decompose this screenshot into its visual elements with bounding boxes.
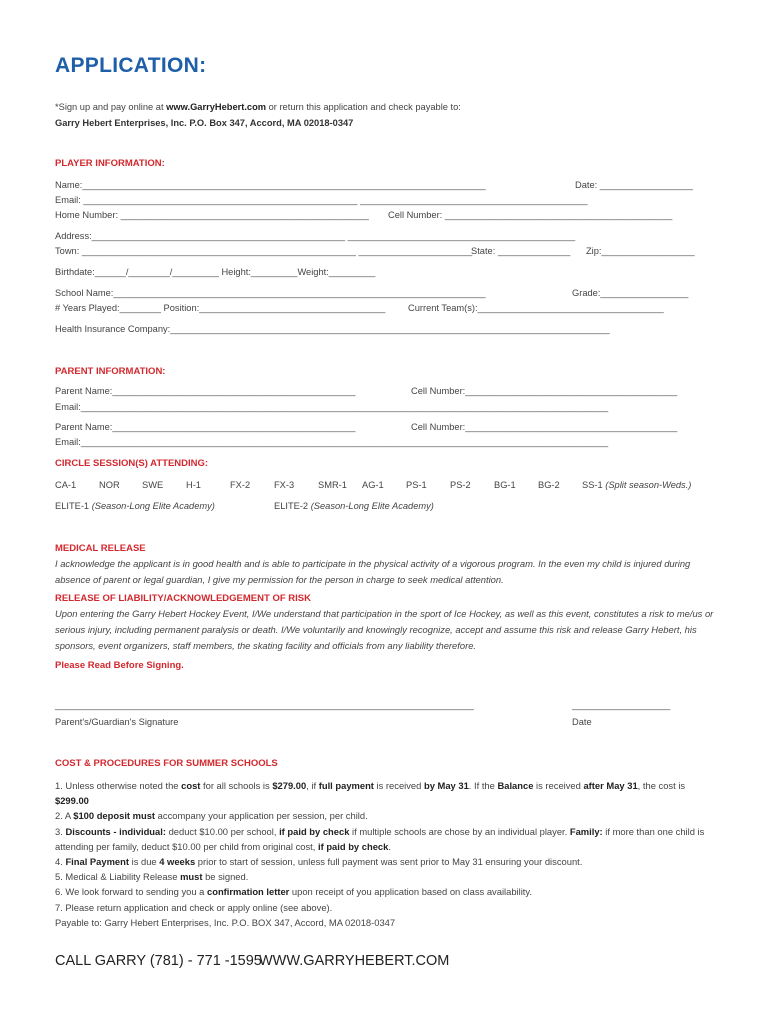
session-option[interactable]: FX-2	[230, 480, 251, 490]
intro-text-pre: *Sign up and pay online at	[55, 102, 167, 112]
address-field[interactable]: Address:_________________________________________________ ____________________________________________	[55, 231, 576, 241]
cost-item-2: 2. A $100 deposit must accompany your application per session, per child.	[55, 810, 368, 822]
medical-release-text: I acknowledge the applicant is in good health and is able to participate in the physical activity of a vigorous program. In the even my child is injured during absence of parent or legal guardian, I give my permission for the person in charge to seek medical attention.	[55, 558, 691, 585]
cost-item-6: 6. We look forward to sending you a confirmation letter upon receipt of you application based on class availability.	[55, 886, 532, 898]
current-teams-field[interactable]: Current Team(s):____________________________________	[408, 303, 664, 313]
session-elite1-note: (Season-Long Elite Academy)	[89, 501, 215, 511]
session-option[interactable]: PS-2	[450, 480, 471, 490]
signature-date-label: Date	[572, 717, 592, 727]
parent-email-field-2[interactable]: Email:______________________________________________________________________________________________________	[55, 437, 609, 447]
medical-release-heading: MEDICAL RELEASE	[55, 543, 146, 554]
cost-item-5: 5. Medical & Liability Release must be signed.	[55, 871, 249, 883]
payable-to: Payable to: Garry Hebert Enterprises, Inc. P.O. BOX 347, Accord, MA 02018-0347	[55, 916, 396, 928]
session-elite2-note: (Season-Long Elite Academy)	[308, 501, 434, 511]
liability-text: Upon entering the Garry Hebert Hockey Event, I/We understand that participation in the sport of Ice Hockey, as well as this event, constitutes a risk to me/us or serious injury, including permanent paralysis or death. I/We voluntarily and knowingly recognize, accept and assume this risk and release Garry Hebert, his sponsors, event organizers, staff members, the skating facility and officials from any liability therefore.	[55, 608, 714, 651]
session-option[interactable]: AG-1	[362, 480, 384, 490]
player-email-field[interactable]: Email: _____________________________________________________ ____________________________________________	[55, 195, 588, 205]
cost-item-7: 7. Please return application and check or apply online (see above).	[55, 901, 333, 913]
signature-label: Parent's/Guardian's Signature	[55, 717, 179, 727]
town-field[interactable]: Town: _____________________________________________________ ______________________	[55, 246, 473, 256]
session-ss1-label: SS-1	[582, 480, 603, 490]
signature-line[interactable]: _________________________________________________________________________________	[55, 700, 474, 710]
session-option-elite1[interactable]	[55, 501, 215, 511]
cost-item-4: 4. Final Payment is due 4 weeks prior to start of session, unless full payment was sent prior to May 31 ensuring your discount.	[55, 856, 583, 868]
session-option[interactable]: BG-2	[538, 480, 560, 490]
intro-text-post: or return this application and check payable to:	[266, 102, 461, 112]
cell-number-field[interactable]: Cell Number: ____________________________________________	[388, 210, 673, 220]
signature-date-line[interactable]: ___________________	[572, 700, 671, 710]
session-option-ss1[interactable]	[582, 480, 691, 490]
please-read-notice: Please Read Before Signing.	[55, 660, 184, 671]
intro-website-link[interactable]: www.GarryHebert.com	[166, 102, 267, 112]
session-option[interactable]: CA-1	[55, 480, 77, 490]
intro-line-2: Garry Hebert Enterprises, Inc. P.O. Box 347, Accord, MA 02018-0347	[55, 118, 354, 128]
zip-field[interactable]: Zip:__________________	[586, 246, 695, 256]
footer-call: CALL GARRY (781) - 771 -1595	[55, 953, 262, 969]
birthdate-height-weight-field[interactable]: Birthdate:______/________/_________ Height:_________Weight:_________	[55, 267, 376, 277]
intro-line-1	[55, 102, 461, 113]
session-option[interactable]: SMR-1	[318, 480, 347, 490]
cost-list	[55, 778, 720, 930]
session-ss1-note: (Split season-Weds.)	[602, 480, 692, 490]
home-number-field[interactable]: Home Number: ________________________________________________	[55, 210, 369, 220]
session-option-elite2[interactable]	[274, 501, 434, 511]
parent-name-field-1[interactable]: Parent Name:_______________________________________________	[55, 386, 356, 396]
parent-cell-field-1[interactable]: Cell Number:_________________________________________	[411, 386, 678, 396]
parent-email-field-1[interactable]: Email:______________________________________________________________________________________________________	[55, 402, 609, 412]
player-date-field[interactable]: Date: __________________	[575, 180, 693, 190]
cost-item-1: 1. Unless otherwise noted the cost for all schools is $279.00, if full payment is received by May 31. If the Balance is received after May 31, the cost is $299.00	[55, 780, 686, 807]
state-field[interactable]: State: ______________	[471, 246, 571, 256]
sessions-heading: CIRCLE SESSION(S) ATTENDING:	[55, 458, 209, 469]
cost-item-3: 3. Discounts - individual: deduct $10.00 per school, if paid by check if multiple schools are chose by an individual player. Family: if more than one child is attending per family, deduct $10.00 per child from original cost, if paid by check.	[55, 825, 705, 852]
session-elite1-label: ELITE-1	[55, 501, 90, 511]
parent-cell-field-2[interactable]: Cell Number:_________________________________________	[411, 422, 678, 432]
liability-heading: RELEASE OF LIABILITY/ACKNOWLEDGEMENT OF RISK	[55, 593, 311, 604]
health-insurance-field[interactable]: Health Insurance Company:_____________________________________________________________________________________	[55, 324, 610, 334]
parent-info-heading: PARENT INFORMATION:	[55, 366, 166, 377]
cost-heading: COST & PROCEDURES FOR SUMMER SCHOOLS	[55, 758, 278, 769]
player-name-field[interactable]: Name:______________________________________________________________________________	[55, 180, 486, 190]
page-title: APPLICATION:	[55, 54, 207, 77]
session-option[interactable]: SWE	[142, 480, 164, 490]
footer-website-link[interactable]: WWW.GARRYHEBERT.COM	[259, 953, 450, 969]
session-option[interactable]: H-1	[186, 480, 201, 490]
session-option[interactable]: FX-3	[274, 480, 295, 490]
session-elite2-label: ELITE-2	[274, 501, 309, 511]
session-option[interactable]: BG-1	[494, 480, 516, 490]
years-position-field[interactable]: # Years Played:________ Position:____________________________________	[55, 303, 386, 313]
parent-name-field-2[interactable]: Parent Name:_______________________________________________	[55, 422, 356, 432]
player-info-heading: PLAYER INFORMATION:	[55, 158, 165, 169]
school-name-field[interactable]: School Name:________________________________________________________________________	[55, 288, 486, 298]
session-option[interactable]: PS-1	[406, 480, 427, 490]
session-option[interactable]: NOR	[99, 480, 120, 490]
grade-field[interactable]: Grade:_________________	[572, 288, 689, 298]
